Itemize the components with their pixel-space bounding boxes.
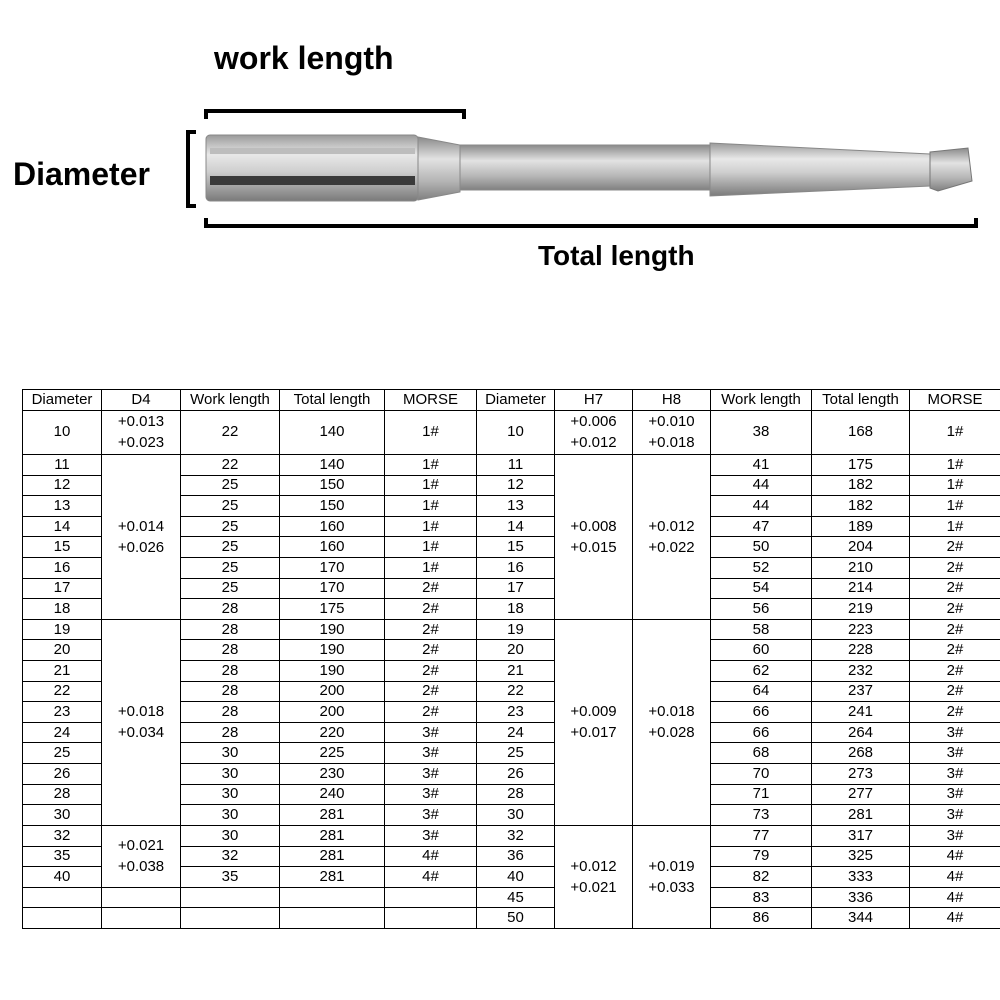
right-work-length-cell: 66 [711, 722, 812, 743]
left-total-length-cell: 200 [280, 681, 385, 702]
right-work-length-cell: 77 [711, 825, 812, 846]
right-work-length-cell: 82 [711, 867, 812, 888]
left-morse-cell: 4# [385, 867, 477, 888]
left-morse-cell: 2# [385, 640, 477, 661]
left-diameter-cell: 32 [23, 825, 102, 846]
d4-tolerance-cell [102, 454, 181, 619]
left-diameter-cell: 22 [23, 681, 102, 702]
right-diameter-cell: 24 [477, 722, 555, 743]
right-work-length-cell: 71 [711, 784, 812, 805]
total-length-bracket [206, 218, 976, 226]
left-work-length-cell: 25 [181, 475, 280, 496]
right-work-length-cell: 73 [711, 805, 812, 826]
reamer-illustration [0, 0, 1000, 300]
right-work-length-cell: 79 [711, 846, 812, 867]
h8-tolerance-cell [633, 410, 711, 454]
tolerance-upper: +0.010 [648, 413, 695, 431]
tolerance-lower: +0.015 [570, 538, 617, 556]
tolerance-upper: +0.014 [117, 517, 165, 535]
right-work-length-cell: 86 [711, 908, 812, 929]
left-total-length-cell: 170 [280, 557, 385, 578]
left-diameter-cell [23, 887, 102, 908]
right-diameter-cell: 17 [477, 578, 555, 599]
right-diameter-cell: 45 [477, 887, 555, 908]
tolerance-upper: +0.018 [648, 703, 695, 721]
right-diameter-cell: 25 [477, 743, 555, 764]
work-length-bracket [206, 111, 464, 119]
left-work-length-cell: 25 [181, 516, 280, 537]
h7-tolerance-cell [555, 410, 633, 454]
header-cell: D4 [102, 390, 181, 411]
left-total-length-cell: 230 [280, 764, 385, 785]
right-diameter-cell: 13 [477, 496, 555, 517]
left-morse-cell: 1# [385, 475, 477, 496]
table-row [23, 454, 1000, 475]
right-total-length-cell: 232 [812, 661, 910, 682]
left-morse-cell: 2# [385, 578, 477, 599]
table-row [23, 908, 1000, 929]
left-morse-cell: 2# [385, 702, 477, 723]
left-work-length-cell: 25 [181, 537, 280, 558]
right-work-length-cell: 66 [711, 702, 812, 723]
right-work-length-cell: 60 [711, 640, 812, 661]
tolerance-upper: +0.009 [570, 703, 617, 721]
left-total-length-cell: 281 [280, 846, 385, 867]
right-morse-cell: 1# [910, 410, 1000, 454]
right-work-length-cell: 50 [711, 537, 812, 558]
left-total-length-cell [280, 908, 385, 929]
right-total-length-cell: 182 [812, 496, 910, 517]
left-total-length-cell: 281 [280, 867, 385, 888]
tolerance-lower: +0.038 [117, 858, 165, 876]
tolerance-lower: +0.034 [117, 724, 165, 742]
left-morse-cell: 1# [385, 496, 477, 517]
right-total-length-cell: 182 [812, 475, 910, 496]
left-work-length-cell: 35 [181, 867, 280, 888]
right-work-length-cell: 44 [711, 496, 812, 517]
header-cell: Diameter [23, 390, 102, 411]
left-work-length-cell: 28 [181, 640, 280, 661]
left-work-length-cell: 30 [181, 805, 280, 826]
tolerance-upper: +0.021 [117, 837, 165, 855]
left-morse-cell: 1# [385, 557, 477, 578]
tolerance-lower: +0.028 [648, 724, 695, 742]
right-total-length-cell: 175 [812, 454, 910, 475]
right-total-length-cell: 204 [812, 537, 910, 558]
right-work-length-cell: 64 [711, 681, 812, 702]
right-morse-cell: 2# [910, 702, 1000, 723]
left-diameter-cell: 30 [23, 805, 102, 826]
reamer-neck [460, 145, 710, 190]
left-work-length-cell: 28 [181, 681, 280, 702]
header-cell: H7 [555, 390, 633, 411]
right-morse-cell: 1# [910, 496, 1000, 517]
right-total-length-cell: 333 [812, 867, 910, 888]
right-morse-cell: 2# [910, 681, 1000, 702]
table-row [23, 410, 1000, 454]
left-work-length-cell: 32 [181, 846, 280, 867]
right-work-length-cell: 54 [711, 578, 812, 599]
left-work-length-cell: 28 [181, 702, 280, 723]
right-total-length-cell: 168 [812, 410, 910, 454]
d4-tolerance-cell [102, 410, 181, 454]
tolerance-upper: +0.019 [648, 857, 695, 875]
left-morse-cell: 2# [385, 619, 477, 640]
right-work-length-cell: 62 [711, 661, 812, 682]
right-work-length-cell: 56 [711, 599, 812, 620]
tolerance-lower: +0.022 [648, 538, 695, 556]
right-diameter-cell: 32 [477, 825, 555, 846]
left-work-length-cell: 28 [181, 722, 280, 743]
left-diameter-cell: 14 [23, 516, 102, 537]
right-morse-cell: 4# [910, 887, 1000, 908]
header-row [23, 390, 1000, 411]
right-morse-cell: 2# [910, 578, 1000, 599]
left-diameter-cell: 20 [23, 640, 102, 661]
right-diameter-cell: 11 [477, 454, 555, 475]
left-work-length-cell: 30 [181, 743, 280, 764]
right-morse-cell: 2# [910, 619, 1000, 640]
left-diameter-cell: 17 [23, 578, 102, 599]
right-work-length-cell: 83 [711, 887, 812, 908]
right-diameter-cell: 20 [477, 640, 555, 661]
right-work-length-cell: 38 [711, 410, 812, 454]
left-total-length-cell: 170 [280, 578, 385, 599]
h8-tolerance-cell [633, 454, 711, 619]
h8-tolerance-cell [633, 619, 711, 825]
left-diameter-cell: 28 [23, 784, 102, 805]
right-diameter-cell: 12 [477, 475, 555, 496]
right-diameter-cell: 19 [477, 619, 555, 640]
right-total-length-cell: 189 [812, 516, 910, 537]
left-total-length-cell: 140 [280, 410, 385, 454]
left-total-length-cell: 140 [280, 454, 385, 475]
right-morse-cell: 3# [910, 784, 1000, 805]
left-work-length-cell: 22 [181, 454, 280, 475]
left-work-length-cell: 28 [181, 599, 280, 620]
tolerance-upper: +0.012 [648, 517, 695, 535]
right-total-length-cell: 223 [812, 619, 910, 640]
right-morse-cell: 2# [910, 537, 1000, 558]
left-total-length-cell: 225 [280, 743, 385, 764]
left-morse-cell: 3# [385, 805, 477, 826]
right-work-length-cell: 68 [711, 743, 812, 764]
right-total-length-cell: 214 [812, 578, 910, 599]
left-morse-cell: 3# [385, 764, 477, 785]
left-total-length-cell: 190 [280, 661, 385, 682]
left-diameter-cell: 18 [23, 599, 102, 620]
left-total-length-cell: 190 [280, 619, 385, 640]
left-morse-cell: 3# [385, 743, 477, 764]
tolerance-lower: +0.033 [648, 878, 695, 896]
right-diameter-cell: 26 [477, 764, 555, 785]
left-work-length-cell: 30 [181, 764, 280, 785]
tolerance-upper: +0.012 [570, 857, 617, 875]
left-diameter-cell: 13 [23, 496, 102, 517]
right-total-length-cell: 325 [812, 846, 910, 867]
left-morse-cell: 1# [385, 454, 477, 475]
tolerance-lower: +0.023 [117, 434, 165, 452]
right-total-length-cell: 241 [812, 702, 910, 723]
header-cell: Diameter [477, 390, 555, 411]
right-work-length-cell: 47 [711, 516, 812, 537]
right-morse-cell: 1# [910, 516, 1000, 537]
tolerance-lower: +0.017 [570, 724, 617, 742]
right-work-length-cell: 44 [711, 475, 812, 496]
right-total-length-cell: 273 [812, 764, 910, 785]
header-cell: Total length [280, 390, 385, 411]
left-diameter-cell: 15 [23, 537, 102, 558]
right-morse-cell: 3# [910, 825, 1000, 846]
left-total-length-cell: 175 [280, 599, 385, 620]
left-morse-cell: 2# [385, 661, 477, 682]
right-diameter-cell: 21 [477, 661, 555, 682]
left-diameter-cell: 12 [23, 475, 102, 496]
left-work-length-cell [181, 887, 280, 908]
left-total-length-cell: 160 [280, 516, 385, 537]
header-cell: H8 [633, 390, 711, 411]
reamer-morse-taper [710, 143, 930, 196]
right-total-length-cell: 281 [812, 805, 910, 826]
left-morse-cell: 3# [385, 825, 477, 846]
left-work-length-cell: 25 [181, 578, 280, 599]
left-work-length-cell: 30 [181, 784, 280, 805]
table-row [23, 619, 1000, 640]
d4-tolerance-cell [102, 887, 181, 908]
diameter-bracket [188, 132, 196, 206]
header-cell: Work length [711, 390, 812, 411]
right-diameter-cell: 22 [477, 681, 555, 702]
right-morse-cell: 2# [910, 557, 1000, 578]
left-morse-cell: 1# [385, 410, 477, 454]
left-work-length-cell: 22 [181, 410, 280, 454]
tolerance-upper: +0.006 [570, 413, 617, 431]
tolerance-lower: +0.026 [117, 538, 165, 556]
tolerance-upper: +0.018 [117, 703, 165, 721]
left-total-length-cell: 200 [280, 702, 385, 723]
left-total-length-cell: 281 [280, 825, 385, 846]
right-morse-cell: 4# [910, 867, 1000, 888]
left-morse-cell: 2# [385, 681, 477, 702]
right-morse-cell: 1# [910, 475, 1000, 496]
tolerance-lower: +0.012 [570, 434, 617, 452]
left-diameter-cell: 21 [23, 661, 102, 682]
reamer-cutting-section [206, 135, 418, 201]
left-diameter-cell: 24 [23, 722, 102, 743]
table-row [23, 825, 1000, 846]
tolerance-upper: +0.013 [117, 413, 165, 431]
left-morse-cell: 3# [385, 784, 477, 805]
d4-tolerance-cell [102, 908, 181, 929]
left-total-length-cell [280, 887, 385, 908]
left-morse-cell: 1# [385, 537, 477, 558]
h8-tolerance-cell [633, 825, 711, 928]
right-diameter-cell: 50 [477, 908, 555, 929]
h7-tolerance-cell [555, 825, 633, 928]
right-total-length-cell: 336 [812, 887, 910, 908]
left-total-length-cell: 220 [280, 722, 385, 743]
left-total-length-cell: 160 [280, 537, 385, 558]
right-total-length-cell: 237 [812, 681, 910, 702]
left-morse-cell: 1# [385, 516, 477, 537]
tolerance-upper: +0.008 [570, 517, 617, 535]
left-diameter-cell: 10 [23, 410, 102, 454]
right-total-length-cell: 219 [812, 599, 910, 620]
left-work-length-cell [181, 908, 280, 929]
left-morse-cell [385, 908, 477, 929]
right-diameter-cell: 18 [477, 599, 555, 620]
header-cell: Work length [181, 390, 280, 411]
right-diameter-cell: 30 [477, 805, 555, 826]
right-diameter-cell: 10 [477, 410, 555, 454]
right-total-length-cell: 210 [812, 557, 910, 578]
diameter-label: Diameter [13, 156, 150, 192]
right-morse-cell: 4# [910, 846, 1000, 867]
left-morse-cell: 4# [385, 846, 477, 867]
right-total-length-cell: 228 [812, 640, 910, 661]
right-diameter-cell: 14 [477, 516, 555, 537]
left-total-length-cell: 190 [280, 640, 385, 661]
right-morse-cell: 3# [910, 764, 1000, 785]
reamer-spec-table [22, 389, 1000, 929]
right-total-length-cell: 317 [812, 825, 910, 846]
right-work-length-cell: 58 [711, 619, 812, 640]
right-total-length-cell: 268 [812, 743, 910, 764]
total-length-label: Total length [538, 240, 695, 271]
right-diameter-cell: 23 [477, 702, 555, 723]
left-work-length-cell: 25 [181, 496, 280, 517]
left-total-length-cell: 281 [280, 805, 385, 826]
left-morse-cell: 2# [385, 599, 477, 620]
left-work-length-cell: 28 [181, 619, 280, 640]
left-morse-cell: 3# [385, 722, 477, 743]
h7-tolerance-cell [555, 619, 633, 825]
right-work-length-cell: 70 [711, 764, 812, 785]
right-morse-cell: 3# [910, 722, 1000, 743]
header-cell: Total length [812, 390, 910, 411]
left-diameter-cell: 35 [23, 846, 102, 867]
right-diameter-cell: 15 [477, 537, 555, 558]
h7-tolerance-cell [555, 454, 633, 619]
table-row [23, 887, 1000, 908]
left-diameter-cell: 11 [23, 454, 102, 475]
right-morse-cell: 3# [910, 743, 1000, 764]
left-work-length-cell: 28 [181, 661, 280, 682]
right-diameter-cell: 36 [477, 846, 555, 867]
work-length-label: work length [214, 40, 394, 76]
right-work-length-cell: 52 [711, 557, 812, 578]
right-total-length-cell: 344 [812, 908, 910, 929]
right-diameter-cell: 40 [477, 867, 555, 888]
d4-tolerance-cell [102, 825, 181, 887]
tolerance-lower: +0.018 [648, 434, 695, 452]
right-morse-cell: 3# [910, 805, 1000, 826]
header-cell: MORSE [385, 390, 477, 411]
left-diameter-cell: 25 [23, 743, 102, 764]
right-diameter-cell: 28 [477, 784, 555, 805]
right-total-length-cell: 277 [812, 784, 910, 805]
left-morse-cell [385, 887, 477, 908]
left-total-length-cell: 150 [280, 475, 385, 496]
right-morse-cell: 2# [910, 661, 1000, 682]
reamer-tang [930, 148, 972, 191]
left-diameter-cell: 40 [23, 867, 102, 888]
right-morse-cell: 2# [910, 599, 1000, 620]
left-work-length-cell: 30 [181, 825, 280, 846]
d4-tolerance-cell [102, 619, 181, 825]
right-diameter-cell: 16 [477, 557, 555, 578]
left-diameter-cell: 19 [23, 619, 102, 640]
left-total-length-cell: 150 [280, 496, 385, 517]
left-diameter-cell: 16 [23, 557, 102, 578]
right-work-length-cell: 41 [711, 454, 812, 475]
header-cell: MORSE [910, 390, 1000, 411]
left-diameter-cell [23, 908, 102, 929]
left-diameter-cell: 23 [23, 702, 102, 723]
right-total-length-cell: 264 [812, 722, 910, 743]
left-diameter-cell: 26 [23, 764, 102, 785]
right-morse-cell: 1# [910, 454, 1000, 475]
right-morse-cell: 4# [910, 908, 1000, 929]
left-total-length-cell: 240 [280, 784, 385, 805]
tolerance-lower: +0.021 [570, 878, 617, 896]
right-morse-cell: 2# [910, 640, 1000, 661]
left-work-length-cell: 25 [181, 557, 280, 578]
